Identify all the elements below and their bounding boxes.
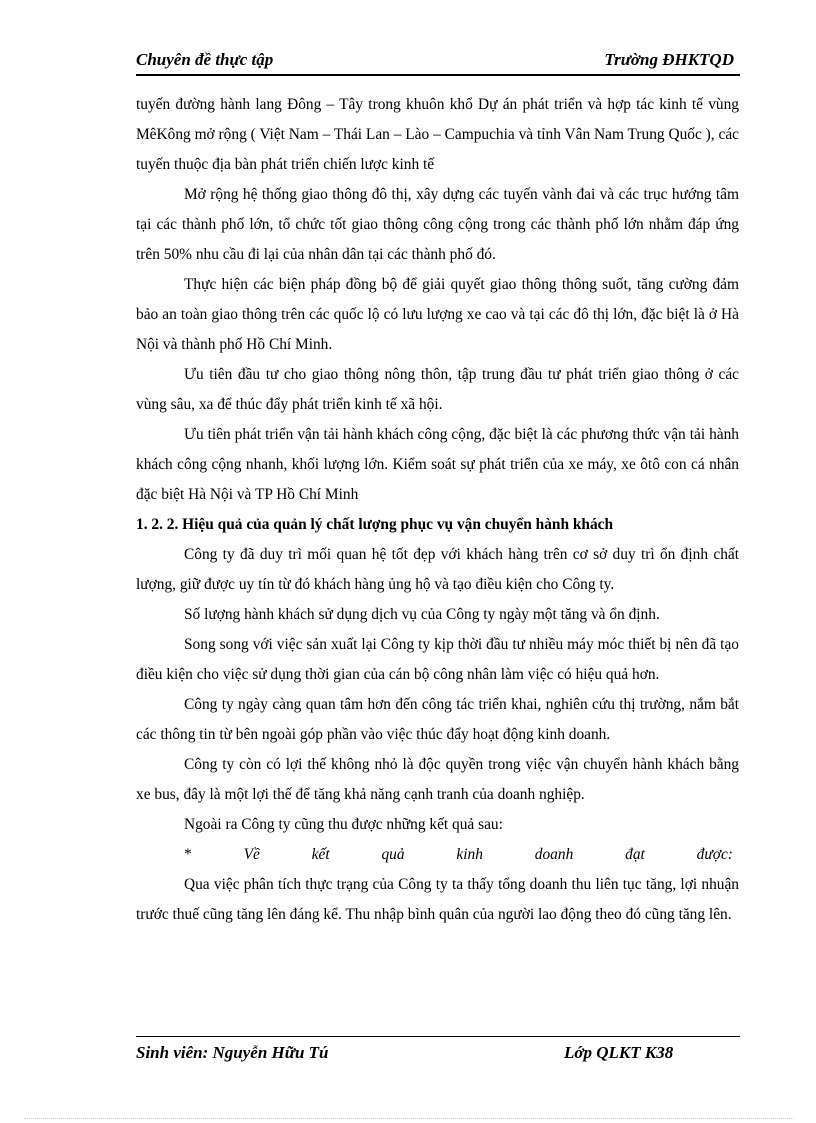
paragraph: Ưu tiên đầu tư cho giao thông nông thôn, tập trung đầu tư phát triển giao thông ở các vùng sâu, xa để thúc đẩy phát triển kinh tế xã hội.	[136, 366, 739, 413]
star-word: doanh	[534, 846, 574, 863]
star-word: *	[184, 846, 192, 863]
star-word: đạt	[625, 846, 645, 863]
paragraph: Số lượng hành khách sử dụng dịch vụ của Công ty ngày một tăng và ổn định.	[184, 606, 660, 623]
page-footer	[136, 1036, 740, 1071]
page-edge-divider	[24, 1118, 794, 1119]
paragraph: Công ty còn có lợi thế không nhỏ là độc quyền trong việc vận chuyển hành khách bằng xe bus, đây là một lợi thế để tăng khả năng cạnh tranh của doanh nghiệp.	[136, 756, 739, 803]
paragraph: Thực hiện các biện pháp đồng bộ để giải quyết giao thông thông suốt, tăng cường đảm bảo an toàn giao thông trên các quốc lộ có lưu lượng xe cao và tại các đô thị lớn, đặc biệt là ở Hà Nội và thành phố Hồ Chí Minh.	[136, 276, 739, 353]
document-body	[136, 90, 739, 930]
header-school: Trường ĐHKTQD	[604, 50, 734, 69]
paragraph: Mở rộng hệ thống giao thông đô thị, xây dựng các tuyến vành đai và các trục hướng tâm tại các thành phố lớn, tổ chức tốt giao thông công cộng trong các thành phố lớn nhằm đáp ứng trên 50% nhu cầu đi lại của nhân dân tại các thành phố đó.	[136, 186, 739, 263]
page-header	[136, 48, 740, 76]
paragraph: Ngoài ra Công ty cũng thu được những kết quả sau:	[184, 816, 503, 833]
header-title: Chuyên đề thực tập	[136, 50, 274, 69]
results-subheading	[136, 840, 739, 870]
paragraph: Công ty đã duy trì mối quan hệ tốt đẹp với khách hàng trên cơ sở duy trì ổn định chất lượng, giữ được uy tín từ đó khách hàng ủng hộ và tạo điều kiện cho Công ty.	[136, 546, 739, 593]
paragraph: Công ty ngày càng quan tâm hơn đến công tác triển khai, nghiên cứu thị trường, nắm bắt các thông tin từ bên ngoài góp phần vào việc thúc đẩy hoạt động kinh doanh.	[136, 696, 739, 743]
footer-class: Lớp QLKT K38	[564, 1043, 674, 1062]
paragraph: Ưu tiên phát triển vận tải hành khách công cộng, đặc biệt là các phương thức vận tải hành khách công cộng nhanh, khối lượng lớn. Kiểm soát sự phát triển của xe máy, xe ôtô con cá nhân đặc biệt Hà Nội và TP Hồ Chí Minh	[136, 426, 739, 503]
star-word: kết	[311, 846, 330, 863]
paragraph: Song song với việc sản xuất lại Công ty kịp thời đầu tư nhiều máy móc thiết bị nên đã tạo điều kiện cho việc sử dụng thời gian của cán bộ công nhân làm việc có hiệu quả hơn.	[136, 636, 739, 683]
paragraph: Qua việc phân tích thực trạng của Công ty ta thấy tổng doanh thu liên tục tăng, lợi nhuận trước thuế cũng tăng lên đáng kể. Thu nhập bình quân của người lao động theo đó cũng tăng lên.	[136, 876, 739, 923]
star-word: kinh	[456, 846, 483, 863]
footer-student: Sinh viên: Nguyễn Hữu Tú	[136, 1043, 329, 1062]
paragraph: tuyến đường hành lang Đông – Tây trong khuôn khổ Dự án phát triển và hợp tác kinh tế vùng MêKông mở rộng ( Việt Nam – Thái Lan – Lào – Campuchia và tỉnh Vân Nam Trung Quốc ), các tuyến thuộc địa bàn phát triển chiến lược kinh tế	[136, 96, 739, 173]
star-word: quả	[381, 846, 405, 863]
star-word: được:	[696, 846, 733, 863]
star-word: Về	[243, 846, 260, 863]
section-heading: 1. 2. 2. Hiệu quả của quản lý chất lượng phục vụ vận chuyển hành khách	[136, 516, 614, 533]
